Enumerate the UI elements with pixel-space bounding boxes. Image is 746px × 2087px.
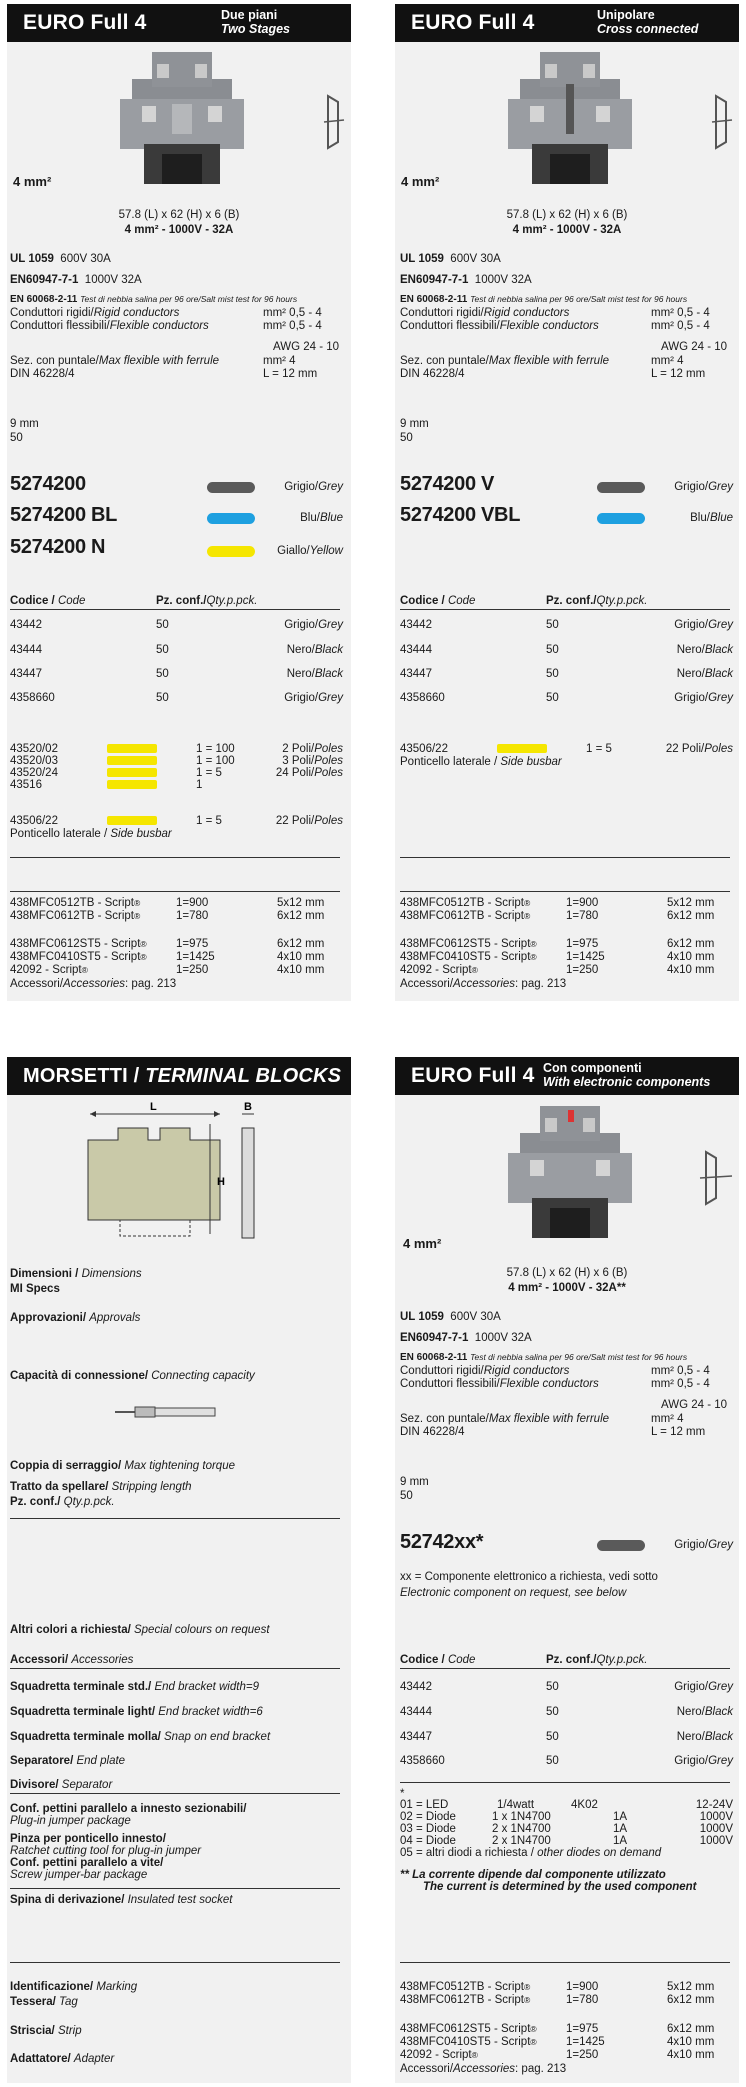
divider xyxy=(10,1518,340,1519)
marking-size: 4x10 mm xyxy=(667,2036,715,2048)
marking-size: 4x10 mm xyxy=(667,964,715,976)
marking-qty: 1=1425 xyxy=(176,951,215,963)
jumper-desc: 2 Poli/Poles xyxy=(282,743,343,755)
marking-size: 4x10 mm xyxy=(277,951,325,963)
flexible-value: mm² 0,5 - 4 xyxy=(651,320,710,332)
acc-header-qty: Pz. conf./Qty.p.pck. xyxy=(546,1654,648,1666)
salt-test: EN 60068-2-11 Test di nebbia salina per 96 ore/Salt mist test for 96 hours xyxy=(10,294,298,305)
banner-p3 xyxy=(7,1057,351,1095)
dim-L-label: L xyxy=(150,1101,157,1113)
acc-header-code: Codice / Code xyxy=(10,595,86,607)
jumper-swatch xyxy=(107,780,157,789)
rating: 4 mm² - 1000V - 32A** xyxy=(508,1282,626,1294)
rigid-conductors: Conduttori rigidi/Rigid conductors xyxy=(10,307,180,319)
product-code: 5274200 V xyxy=(400,473,495,495)
component-type: 1/4watt xyxy=(497,1799,535,1811)
component-type: 2 x 1N4700 xyxy=(492,1835,551,1847)
jumper-swatch xyxy=(107,768,157,777)
pack-qty: 50 xyxy=(400,432,413,444)
marking-size: 6x12 mm xyxy=(667,938,715,950)
din-value: L = 12 mm xyxy=(263,368,318,380)
ul-approval: UL 1059 600V 30A xyxy=(400,1311,501,1323)
acc-header-qty: Pz. conf./Qty.p.pck. xyxy=(156,595,258,607)
marking-code: 438MFC0612TB - Script® xyxy=(400,910,531,922)
divider xyxy=(400,857,730,858)
acc-desc: Nero/Black xyxy=(676,1706,733,1718)
component-voltage: 12-24V xyxy=(695,1799,733,1811)
product-code: 5274200 N xyxy=(10,536,106,558)
component-code: 03 = Diode xyxy=(400,1823,456,1835)
legend-plugin-jumper: Conf. pettini parallelo a innesto sezionabili/ xyxy=(10,1803,247,1815)
color-label: Grigio/Grey xyxy=(674,481,733,493)
flexible-value: mm² 0,5 - 4 xyxy=(651,1378,710,1390)
acc-header-qty: Pz. conf./Qty.p.pck. xyxy=(546,595,648,607)
marking-qty: 1=1425 xyxy=(566,2036,605,2048)
salt-test: EN 60068-2-11 Test di nebbia salina per 96 ore/Salt mist test for 96 hours xyxy=(400,1352,688,1363)
en-approval: EN60947-7-1 1000V 32A xyxy=(400,274,532,286)
jumper-qty: 1 = 100 xyxy=(196,743,235,755)
banner-title: EURO Full 4 xyxy=(411,1064,535,1087)
acc-code: 4358660 xyxy=(10,692,55,704)
salt-test: EN 60068-2-11 Test di nebbia salina per 96 ore/Salt mist test for 96 hours xyxy=(400,294,688,305)
din-value: L = 12 mm xyxy=(651,368,706,380)
busbar-note: Ponticello laterale / Side busbar xyxy=(400,756,562,768)
xx-note: xx = Componente elettronico a richiesta, vedi sotto xyxy=(400,1571,658,1583)
dimension-diagram xyxy=(70,1100,290,1260)
jumper-code: 43520/24 xyxy=(10,767,58,779)
legend-torque: Coppia di serraggio/ Max tightening torque xyxy=(10,1460,235,1472)
size-label: 4 mm² xyxy=(403,1236,442,1251)
marking-code: 438MFC0612ST5 - Script® xyxy=(400,2023,537,2035)
legend-mi-specs: MI Specs xyxy=(10,1283,60,1295)
marking-qty: 1=780 xyxy=(566,910,599,922)
acc-qty: 50 xyxy=(546,1731,559,1743)
color-swatch-grey xyxy=(597,1540,645,1551)
color-swatch-yellow xyxy=(207,546,255,557)
marking-code: 438MFC0612ST5 - Script® xyxy=(10,938,147,950)
acc-qty: 50 xyxy=(546,619,559,631)
busbar-qty: 1 = 5 xyxy=(586,743,612,755)
busbar-desc: 22 Poli/Poles xyxy=(665,743,733,755)
jumper-code: 43520/03 xyxy=(10,755,58,767)
marking-size: 6x12 mm xyxy=(667,1994,715,2006)
acc-desc: Grigio/Grey xyxy=(674,1755,733,1767)
dimensions: 57.8 (L) x 62 (H) x 6 (B) xyxy=(506,209,628,221)
marking-qty: 1=780 xyxy=(566,1994,599,2006)
component-type: 1 x 1N4700 xyxy=(492,1811,551,1823)
rigid-value: mm² 0,5 - 4 xyxy=(651,1365,710,1377)
acc-code: 43442 xyxy=(400,619,432,631)
divider xyxy=(400,1668,730,1669)
acc-desc: Grigio/Grey xyxy=(284,619,343,631)
acc-code: 4358660 xyxy=(400,1755,445,1767)
component-code: 02 = Diode xyxy=(400,1811,456,1823)
footnote-current-en: The current is determined by the used component xyxy=(423,1881,697,1893)
marking-code: 438MFC0410ST5 - Script® xyxy=(400,2036,537,2048)
din-standard: DIN 46228/4 xyxy=(400,368,465,380)
component-resistor: 4K02 xyxy=(571,1799,598,1811)
divider xyxy=(10,857,340,858)
stripping-length: 9 mm xyxy=(10,418,39,430)
acc-qty: 50 xyxy=(156,668,169,680)
marking-code: 438MFC0612ST5 - Script® xyxy=(400,938,537,950)
size-label: 4 mm² xyxy=(401,174,440,189)
banner-subtitle: Due piani Two Stages xyxy=(221,8,290,36)
marking-code: 438MFC0612TB - Script® xyxy=(10,910,141,922)
marking-qty: 1=250 xyxy=(176,964,209,976)
color-swatch-grey xyxy=(597,482,645,493)
busbar-code: 43506/22 xyxy=(400,743,448,755)
marking-size: 6x12 mm xyxy=(667,910,715,922)
flexible-value: mm² 0,5 - 4 xyxy=(263,320,322,332)
product-code: 5274200 BL xyxy=(10,504,118,526)
acc-qty: 50 xyxy=(156,619,169,631)
footnote-current: ** La corrente dipende dal componente utilizzato xyxy=(400,1869,666,1881)
banner-p1 xyxy=(7,4,351,42)
banner-title: EURO Full 4 xyxy=(23,11,147,34)
dimensions: 57.8 (L) x 62 (H) x 6 (B) xyxy=(506,1267,628,1279)
acc-desc: Grigio/Grey xyxy=(674,619,733,631)
acc-desc: Grigio/Grey xyxy=(674,692,733,704)
ferrule-value: mm² 4 xyxy=(263,355,296,367)
acc-qty: 50 xyxy=(156,644,169,656)
acc-code: 43444 xyxy=(400,1706,432,1718)
ferrule-icon xyxy=(115,1400,225,1424)
xx-note-en: Electronic component on request, see below xyxy=(400,1587,627,1599)
marking-size: 5x12 mm xyxy=(667,897,715,909)
ferrule-value: mm² 4 xyxy=(651,355,684,367)
marking-size: 6x12 mm xyxy=(277,910,325,922)
rating: 4 mm² - 1000V - 32A xyxy=(512,224,622,236)
busbar-swatch xyxy=(497,744,547,753)
component-current: 1A xyxy=(613,1811,628,1823)
marking-size: 6x12 mm xyxy=(667,2023,715,2035)
marking-code: 42092 - Script® xyxy=(400,964,478,976)
legend-screw-jumper-en: Screw jumper-bar package xyxy=(10,1869,148,1881)
color-label: Blu/Blue xyxy=(300,512,343,524)
marking-size: 6x12 mm xyxy=(277,938,325,950)
jumper-swatch xyxy=(107,756,157,765)
end-bracket-icon xyxy=(710,92,736,152)
legend-screw-jumper: Conf. pettini parallelo a vite/ xyxy=(10,1857,164,1869)
legend-strip: Striscia/ Strip xyxy=(10,2025,82,2037)
banner-title: EURO Full 4 xyxy=(411,11,535,34)
marking-qty: 1=1425 xyxy=(566,951,605,963)
legend-end-bracket-std: Squadretta terminale std./ End bracket width=9 xyxy=(10,1681,259,1693)
acc-code: 43447 xyxy=(400,668,432,680)
color-label: Blu/Blue xyxy=(690,512,733,524)
color-label: Grigio/Grey xyxy=(674,1539,733,1551)
legend-ratchet-tool: Pinza per ponticello innesto/ xyxy=(10,1833,166,1845)
divider xyxy=(400,1962,730,1963)
flexible-conductors: Conduttori flessibili/Flexible conductors xyxy=(10,320,209,332)
divider xyxy=(10,609,340,610)
component-code: 04 = Diode xyxy=(400,1835,456,1847)
component-other: 05 = altri diodi a richiesta / other diodes on demand xyxy=(400,1847,662,1859)
busbar-desc: 22 Poli/Poles xyxy=(275,815,343,827)
marking-code: 438MFC0410ST5 - Script® xyxy=(10,951,147,963)
legend-connecting-capacity: Capacità di connessione/ Connecting capacity xyxy=(10,1370,255,1382)
product-code: 5274200 xyxy=(10,473,86,495)
banner-title: MORSETTI / TERMINAL BLOCKS xyxy=(23,1064,342,1087)
awg-range: AWG 24 - 10 xyxy=(273,341,340,353)
jumper-code: 43516 xyxy=(10,779,42,791)
stripping-length: 9 mm xyxy=(400,1476,429,1488)
acc-desc: Nero/Black xyxy=(676,668,733,680)
busbar-note: Ponticello laterale / Side busbar xyxy=(10,828,172,840)
end-bracket-icon xyxy=(696,1148,736,1208)
acc-code: 43442 xyxy=(400,1681,432,1693)
marking-qty: 1=250 xyxy=(566,964,599,976)
legend-plugin-jumper-en: Plug-in jumper package xyxy=(10,1815,131,1827)
pack-qty: 50 xyxy=(10,432,23,444)
banner-subtitle: Unipolare Cross connected xyxy=(597,8,699,36)
divider xyxy=(10,1793,340,1794)
marking-size: 4x10 mm xyxy=(667,951,715,963)
ferrule-spec: Sez. con puntale/Max flexible with ferrule xyxy=(400,355,610,367)
component-type: 2 x 1N4700 xyxy=(492,1823,551,1835)
marking-size: 5x12 mm xyxy=(277,897,325,909)
legend-special-colours: Altri colori a richiesta/ Special colours on request xyxy=(10,1624,270,1636)
acc-desc: Grigio/Grey xyxy=(284,692,343,704)
marking-qty: 1=900 xyxy=(566,1981,599,1993)
rigid-value: mm² 0,5 - 4 xyxy=(263,307,322,319)
acc-desc: Nero/Black xyxy=(676,1731,733,1743)
color-swatch-blue xyxy=(207,513,255,524)
legend-dimensions: Dimensioni / Dimensions xyxy=(10,1268,142,1280)
accessories-reference: Accessori/Accessories: pag. 213 xyxy=(10,978,177,990)
jumper-desc: 3 Poli/Poles xyxy=(282,755,343,767)
acc-qty: 50 xyxy=(546,1755,559,1767)
component-voltage: 1000V xyxy=(699,1811,733,1823)
legend-marking: Identificazione/ Marking xyxy=(10,1981,138,1993)
divider xyxy=(10,1668,340,1669)
acc-desc: Grigio/Grey xyxy=(674,1681,733,1693)
acc-qty: 50 xyxy=(546,692,559,704)
acc-qty: 50 xyxy=(546,1681,559,1693)
flexible-conductors: Conduttori flessibili/Flexible conductors xyxy=(400,1378,599,1390)
din-standard: DIN 46228/4 xyxy=(400,1426,465,1438)
awg-range: AWG 24 - 10 xyxy=(661,341,728,353)
rigid-value: mm² 0,5 - 4 xyxy=(651,307,710,319)
acc-code: 43444 xyxy=(10,644,42,656)
banner-subtitle: Con componenti With electronic components xyxy=(543,1061,711,1089)
ferrule-spec: Sez. con puntale/Max flexible with ferrule xyxy=(10,355,220,367)
acc-code: 43442 xyxy=(10,619,42,631)
marking-code: 438MFC0512TB - Script® xyxy=(400,1981,531,1993)
color-label: Grigio/Grey xyxy=(284,481,343,493)
en-approval: EN60947-7-1 1000V 32A xyxy=(10,274,142,286)
marking-qty: 1=780 xyxy=(176,910,209,922)
marking-qty: 1=975 xyxy=(566,938,599,950)
marking-code: 42092 - Script® xyxy=(400,2049,478,2061)
marking-qty: 1=975 xyxy=(176,938,209,950)
banner-p4 xyxy=(395,1057,739,1095)
acc-code: 43444 xyxy=(400,644,432,656)
jumper-code: 43520/02 xyxy=(10,743,58,755)
marking-size: 4x10 mm xyxy=(277,964,325,976)
acc-qty: 50 xyxy=(546,1706,559,1718)
marking-qty: 1=900 xyxy=(566,897,599,909)
divider xyxy=(400,1782,730,1783)
busbar-qty: 1 = 5 xyxy=(196,815,222,827)
product-image-two-stage xyxy=(112,44,252,194)
din-standard: DIN 46228/4 xyxy=(10,368,75,380)
dim-B-label: B xyxy=(244,1101,252,1113)
end-bracket-icon xyxy=(322,92,348,152)
legend-end-bracket-light: Squadretta terminale light/ End bracket width=6 xyxy=(10,1706,263,1718)
product-code: 5274200 VBL xyxy=(400,504,521,526)
acc-qty: 50 xyxy=(546,644,559,656)
divider xyxy=(400,609,730,610)
ferrule-spec: Sez. con puntale/Max flexible with ferrule xyxy=(400,1413,610,1425)
color-label: Giallo/Yellow xyxy=(277,545,343,557)
acc-code: 4358660 xyxy=(400,692,445,704)
jumper-qty: 1 = 100 xyxy=(196,755,235,767)
jumper-qty: 1 xyxy=(196,779,203,791)
acc-qty: 50 xyxy=(156,692,169,704)
marking-code: 438MFC0512TB - Script® xyxy=(400,897,531,909)
legend-ratchet-tool-en: Ratchet cutting tool for plug-in jumper xyxy=(10,1845,202,1857)
divider xyxy=(10,1888,340,1889)
en-approval: EN60947-7-1 1000V 32A xyxy=(400,1332,532,1344)
pack-qty: 50 xyxy=(400,1490,413,1502)
marking-qty: 1=250 xyxy=(566,2049,599,2061)
color-swatch-blue xyxy=(597,513,645,524)
rating: 4 mm² - 1000V - 32A xyxy=(124,224,234,236)
flexible-conductors: Conduttori flessibili/Flexible conductors xyxy=(400,320,599,332)
marking-size: 5x12 mm xyxy=(667,1981,715,1993)
acc-header-code: Codice / Code xyxy=(400,595,476,607)
legend-snap-bracket: Squadretta terminale molla/ Snap on end bracket xyxy=(10,1731,271,1743)
legend-test-socket: Spina di derivazione/ Insulated test socket xyxy=(10,1894,233,1906)
color-swatch-grey xyxy=(207,482,255,493)
product-code: 52742xx* xyxy=(400,1531,484,1553)
acc-desc: Nero/Black xyxy=(676,644,733,656)
busbar-swatch xyxy=(107,816,157,825)
stripping-length: 9 mm xyxy=(400,418,429,430)
acc-header-code: Codice / Code xyxy=(400,1654,476,1666)
banner-p2 xyxy=(395,4,739,42)
ul-approval: UL 1059 600V 30A xyxy=(10,253,111,265)
dim-H-label: H xyxy=(217,1176,225,1188)
acc-desc: Nero/Black xyxy=(286,668,343,680)
dimensions: 57.8 (L) x 62 (H) x 6 (B) xyxy=(118,209,240,221)
rigid-conductors: Conduttori rigidi/Rigid conductors xyxy=(400,307,570,319)
awg-range: AWG 24 - 10 xyxy=(661,1399,728,1411)
marking-code: 42092 - Script® xyxy=(10,964,88,976)
acc-code: 43447 xyxy=(10,668,42,680)
acc-qty: 50 xyxy=(546,668,559,680)
marking-code: 438MFC0512TB - Script® xyxy=(10,897,141,909)
legend-pack-qty: Pz. conf./ Qty.p.pck. xyxy=(10,1496,115,1508)
divider xyxy=(10,891,340,892)
jumper-desc: 24 Poli/Poles xyxy=(275,767,343,779)
divider xyxy=(400,891,730,892)
legend-tag: Tessera/ Tag xyxy=(10,1996,78,2008)
acc-desc: Nero/Black xyxy=(286,644,343,656)
component-current: 1A xyxy=(613,1835,628,1847)
rigid-conductors: Conduttori rigidi/Rigid conductors xyxy=(400,1365,570,1377)
components-star: * xyxy=(400,1788,405,1800)
ul-approval: UL 1059 600V 30A xyxy=(400,253,501,265)
marking-size: 4x10 mm xyxy=(667,2049,715,2061)
marking-code: 438MFC0410ST5 - Script® xyxy=(400,951,537,963)
marking-code: 438MFC0612TB - Script® xyxy=(400,1994,531,2006)
component-voltage: 1000V xyxy=(699,1835,733,1847)
size-label: 4 mm² xyxy=(13,174,52,189)
ferrule-value: mm² 4 xyxy=(651,1413,684,1425)
component-voltage: 1000V xyxy=(699,1823,733,1835)
acc-code: 43447 xyxy=(400,1731,432,1743)
legend-accessories: Accessori/ Accessories xyxy=(10,1654,134,1666)
din-value: L = 12 mm xyxy=(651,1426,706,1438)
legend-adapter: Adattatore/ Adapter xyxy=(10,2053,115,2065)
accessories-reference: Accessori/Accessories: pag. 213 xyxy=(400,978,567,990)
legend-approvals: Approvazioni/ Approvals xyxy=(10,1312,141,1324)
jumper-qty: 1 = 5 xyxy=(196,767,222,779)
component-code: 01 = LED xyxy=(400,1799,449,1811)
busbar-code: 43506/22 xyxy=(10,815,58,827)
divider xyxy=(10,1962,340,1963)
product-image-cross-connected xyxy=(500,44,640,194)
component-current: 1A xyxy=(613,1823,628,1835)
accessories-reference: Accessori/Accessories: pag. 213 xyxy=(400,2063,567,2075)
marking-qty: 1=975 xyxy=(566,2023,599,2035)
legend-end-plate: Separatore/ End plate xyxy=(10,1755,126,1767)
legend-separator: Divisore/ Separator xyxy=(10,1779,113,1791)
legend-stripping-length: Tratto da spellare/ Stripping length xyxy=(10,1481,192,1493)
jumper-swatch xyxy=(107,744,157,753)
marking-qty: 1=900 xyxy=(176,897,209,909)
product-image-electronic xyxy=(500,1098,640,1248)
